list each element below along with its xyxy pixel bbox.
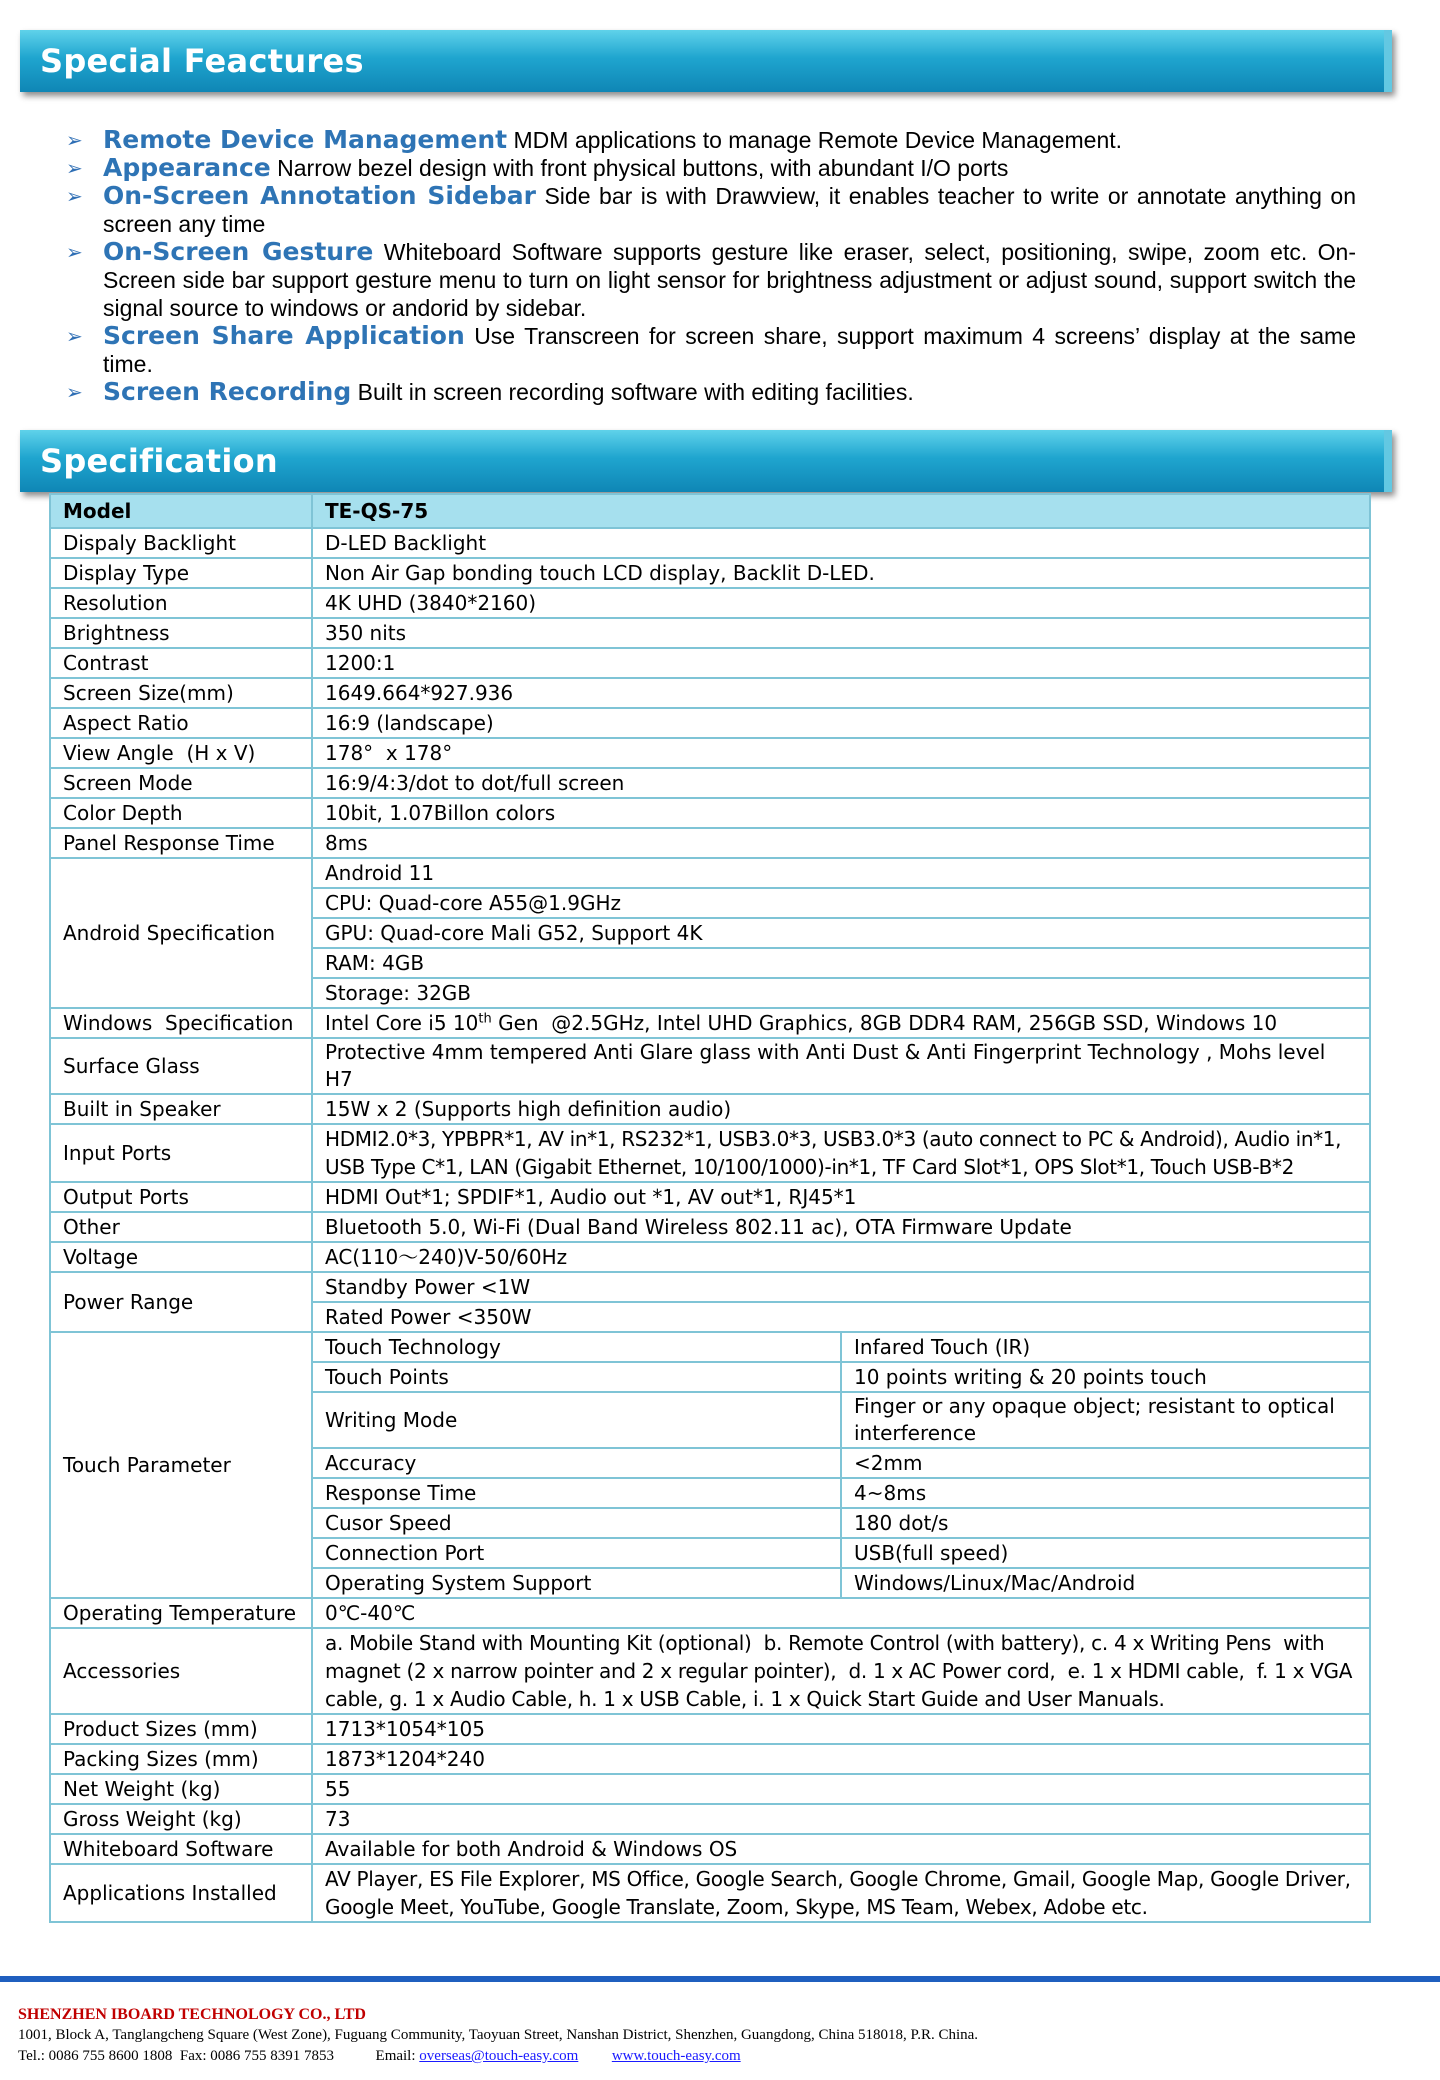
row-value: 1873*1204*240: [312, 1744, 1370, 1774]
spec-title: Specification: [40, 442, 278, 480]
row-value: D-LED Backlight: [312, 528, 1370, 558]
row-label: Gross Weight (kg): [50, 1804, 312, 1834]
feature-item: [66, 238, 1356, 322]
table-row: [50, 678, 1370, 708]
arrow-bullet-icon: ➢: [66, 184, 83, 208]
feature-name: Appearance: [103, 153, 271, 182]
row-label: Contrast: [50, 648, 312, 678]
table-row: [50, 1864, 1370, 1922]
tel-fax: Tel.: 0086 755 8600 1808 Fax: 0086 755 8391 7853: [18, 2048, 335, 2064]
feature-text: Use Transcreen for screen share, support maximum 4 screens’ display at the same time.: [103, 323, 1356, 377]
row-value: HDMI Out*1; SPDIF*1, Audio out *1, AV out*1, RJ45*1: [312, 1182, 1370, 1212]
row-label: Packing Sizes (mm): [50, 1744, 312, 1774]
arrow-bullet-icon: ➢: [66, 156, 83, 180]
row-value: Standby Power <1W: [312, 1272, 1370, 1302]
table-row: [50, 1124, 1370, 1182]
row-label: Aspect Ratio: [50, 708, 312, 738]
touch-param-value: 180 dot/s: [841, 1508, 1370, 1538]
email-link[interactable]: overseas@touch-easy.com: [419, 2048, 579, 2064]
arrow-bullet-icon: ➢: [66, 324, 83, 348]
arrow-bullet-icon: ➢: [66, 128, 83, 152]
row-value: Available for both Android & Windows OS: [312, 1834, 1370, 1864]
row-label: View Angle (H x V): [50, 738, 312, 768]
table-row: [50, 1774, 1370, 1804]
row-value: 1713*1054*105: [312, 1714, 1370, 1744]
table-row: [50, 648, 1370, 678]
touch-param-value: Windows/Linux/Mac/Android: [841, 1568, 1370, 1598]
row-value: 1200:1: [312, 648, 1370, 678]
row-value: CPU: Quad-core A55@1.9GHz: [312, 888, 1370, 918]
row-value: AV Player, ES File Explorer, MS Office, Google Search, Google Chrome, Gmail, Google Map, Google Driver, Google Meet, YouTube, Google Translate, Zoom, Skype, MS Team, Webex, Adobe etc.: [312, 1864, 1370, 1922]
feature-text: MDM applications to manage Remote Device Management.: [507, 127, 1123, 153]
touch-param-name: Accuracy: [312, 1448, 841, 1478]
table-row: [50, 738, 1370, 768]
table-row: [50, 528, 1370, 558]
row-value: HDMI2.0*3, YPBPR*1, AV in*1, RS232*1, USB3.0*3, USB3.0*3 (auto connect to PC & Android), Audio in*1, USB Type C*1, LAN (Gigabit Ethernet, 10/100/1000)-in*1, TF Card Slot*1, OPS Slot*1, Touch USB-B*2: [312, 1124, 1370, 1182]
touch-param-name: Touch Points: [312, 1362, 841, 1392]
row-value: 10bit, 1.07Billon colors: [312, 798, 1370, 828]
website-link[interactable]: www.touch-easy.com: [611, 2048, 741, 2064]
feature-item: [66, 378, 1356, 406]
row-label: Voltage: [50, 1242, 312, 1272]
table-row: [50, 708, 1370, 738]
windows-value-sup: th: [478, 1010, 492, 1026]
row-label: Whiteboard Software: [50, 1834, 312, 1864]
table-row: [50, 1212, 1370, 1242]
company-address: 1001, Block A, Tanglangcheng Square (West Zone), Fuguang Community, Taoyuan Street, Nanshan District, Shenzhen, Guangdong, China 518018, P.R. China.: [18, 2027, 979, 2043]
row-value: Protective 4mm tempered Anti Glare glass with Anti Dust & Anti Fingerprint Technology , Mohs level H7: [312, 1038, 1370, 1094]
row-value: a. Mobile Stand with Mounting Kit (optional) b. Remote Control (with battery), c. 4 x Writing Pens with magnet (2 x narrow pointer and 2 x regular pointer), d. 1 x AC Power cord, e. 1 x HDMI cable, f. 1 x VGA cable, g. 1 x Audio Cable, h. 1 x USB Cable, i. 1 x Quick Start Guide and User Manuals.: [312, 1628, 1370, 1714]
touch-param-name: Connection Port: [312, 1538, 841, 1568]
features-banner: [20, 30, 1392, 92]
footer: [18, 2004, 978, 2067]
touch-param-name: Touch Technology: [312, 1332, 841, 1362]
table-row: [50, 1834, 1370, 1864]
spec-table: [49, 493, 1371, 1923]
table-row: [50, 1332, 1370, 1362]
table-row: [50, 1038, 1370, 1094]
table-row: [50, 828, 1370, 858]
touch-param-value: 10 points writing & 20 points touch: [841, 1362, 1370, 1392]
row-value: Rated Power <350W: [312, 1302, 1370, 1332]
row-label: Accessories: [50, 1628, 312, 1714]
touch-param-name: Operating System Support: [312, 1568, 841, 1598]
row-label: Dispaly Backlight: [50, 528, 312, 558]
table-row: [50, 1598, 1370, 1628]
feature-item: [66, 322, 1356, 378]
table-row: [50, 858, 1370, 888]
row-value: 350 nits: [312, 618, 1370, 648]
row-value: 4K UHD (3840*2160): [312, 588, 1370, 618]
row-value: GPU: Quad-core Mali G52, Support 4K: [312, 918, 1370, 948]
row-label: Touch Parameter: [50, 1332, 312, 1598]
row-value: 1649.664*927.936: [312, 678, 1370, 708]
row-label: Input Ports: [50, 1124, 312, 1182]
row-label: Display Type: [50, 558, 312, 588]
row-label: Operating Temperature: [50, 1598, 312, 1628]
row-value: 15W x 2 (Supports high definition audio): [312, 1094, 1370, 1124]
table-row: [50, 798, 1370, 828]
row-value: 73: [312, 1804, 1370, 1834]
table-row: [50, 1008, 1370, 1038]
row-label: Product Sizes (mm): [50, 1714, 312, 1744]
touch-param-value: 4~8ms: [841, 1478, 1370, 1508]
row-value: RAM: 4GB: [312, 948, 1370, 978]
touch-param-value: <2mm: [841, 1448, 1370, 1478]
arrow-bullet-icon: ➢: [66, 240, 83, 264]
arrow-bullet-icon: ➢: [66, 380, 83, 404]
row-label: Screen Size(mm): [50, 678, 312, 708]
row-value: 16:9 (landscape): [312, 708, 1370, 738]
feature-item: [66, 182, 1356, 238]
row-value: [312, 1008, 1370, 1038]
feature-item: [66, 154, 1356, 182]
row-label: Output Ports: [50, 1182, 312, 1212]
feature-item: [66, 126, 1356, 154]
row-value: Bluetooth 5.0, Wi-Fi (Dual Band Wireless 802.11 ac), OTA Firmware Update: [312, 1212, 1370, 1242]
row-label: Built in Speaker: [50, 1094, 312, 1124]
row-label: Screen Mode: [50, 768, 312, 798]
touch-param-name: Writing Mode: [312, 1392, 841, 1448]
row-label: Applications Installed: [50, 1864, 312, 1922]
feature-text: Whiteboard Software supports gesture like eraser, select, positioning, swipe, zoom etc. On-Screen side bar support gesture menu to turn on light sensor for brightness adjustment or adjust sound, support switch the signal source to windows or andorid by sidebar.: [103, 239, 1356, 321]
table-row: [50, 1744, 1370, 1774]
table-header-row: [50, 494, 1370, 528]
feature-name: On-Screen Annotation Sidebar: [103, 181, 536, 210]
row-label: Color Depth: [50, 798, 312, 828]
row-value: 0℃-40℃: [312, 1598, 1370, 1628]
table-row: [50, 768, 1370, 798]
table-row: [50, 1804, 1370, 1834]
table-row: [50, 1628, 1370, 1714]
table-row: [50, 1714, 1370, 1744]
features-title: Special Feactures: [40, 42, 364, 80]
footer-divider: [0, 1976, 1440, 1982]
touch-param-value: Finger or any opaque object; resistant to optical interference: [841, 1392, 1370, 1448]
row-label: Power Range: [50, 1272, 312, 1332]
header-label: Model: [50, 494, 312, 528]
company-name: SHENZHEN IBOARD TECHNOLOGY CO., LTD: [18, 2006, 366, 2023]
row-label: Windows Specification: [50, 1008, 312, 1038]
row-label: Surface Glass: [50, 1038, 312, 1094]
feature-text: Side bar is with Drawview, it enables teacher to write or annotate anything on screen any time: [103, 183, 1356, 237]
row-value: 16:9/4:3/dot to dot/full screen: [312, 768, 1370, 798]
row-label: Brightness: [50, 618, 312, 648]
row-label: Other: [50, 1212, 312, 1242]
touch-param-name: Response Time: [312, 1478, 841, 1508]
row-value: Non Air Gap bonding touch LCD display, Backlit D-LED.: [312, 558, 1370, 588]
feature-name: Screen Recording: [103, 377, 352, 406]
row-value: 55: [312, 1774, 1370, 1804]
feature-text: Built in screen recording software with editing facilities.: [351, 379, 914, 405]
touch-param-value: Infared Touch (IR): [841, 1332, 1370, 1362]
row-label: Android Specification: [50, 858, 312, 1008]
table-row: [50, 1182, 1370, 1212]
features-list: [66, 126, 1356, 406]
touch-param-name: Cusor Speed: [312, 1508, 841, 1538]
windows-value-post: Gen @2.5GHz, Intel UHD Graphics, 8GB DDR4 RAM, 256GB SSD, Windows 10: [491, 1010, 1278, 1035]
row-label: Resolution: [50, 588, 312, 618]
contact-line: [18, 2046, 978, 2067]
windows-value-pre: Intel Core i5 10: [325, 1010, 479, 1035]
touch-param-value: USB(full speed): [841, 1538, 1370, 1568]
table-row: [50, 558, 1370, 588]
email-label: Email:: [375, 2048, 420, 2064]
table-row: [50, 1272, 1370, 1302]
row-value: Storage: 32GB: [312, 978, 1370, 1008]
row-label: Panel Response Time: [50, 828, 312, 858]
row-label: Net Weight (kg): [50, 1774, 312, 1804]
feature-name: Screen Share Application: [103, 321, 465, 350]
feature-name: Remote Device Management: [103, 125, 508, 154]
feature-name: On-Screen Gesture: [103, 237, 374, 266]
table-row: [50, 1242, 1370, 1272]
table-row: [50, 588, 1370, 618]
row-value: Android 11: [312, 858, 1370, 888]
spec-banner: [20, 430, 1392, 492]
table-row: [50, 618, 1370, 648]
table-row: [50, 1094, 1370, 1124]
row-value: 178° x 178°: [312, 738, 1370, 768]
row-value: 8ms: [312, 828, 1370, 858]
row-value: AC(110～240)V-50/60Hz: [312, 1242, 1370, 1272]
feature-text: Narrow bezel design with front physical buttons, with abundant I/O ports: [270, 155, 1009, 181]
header-value: TE-QS-75: [312, 494, 1370, 528]
